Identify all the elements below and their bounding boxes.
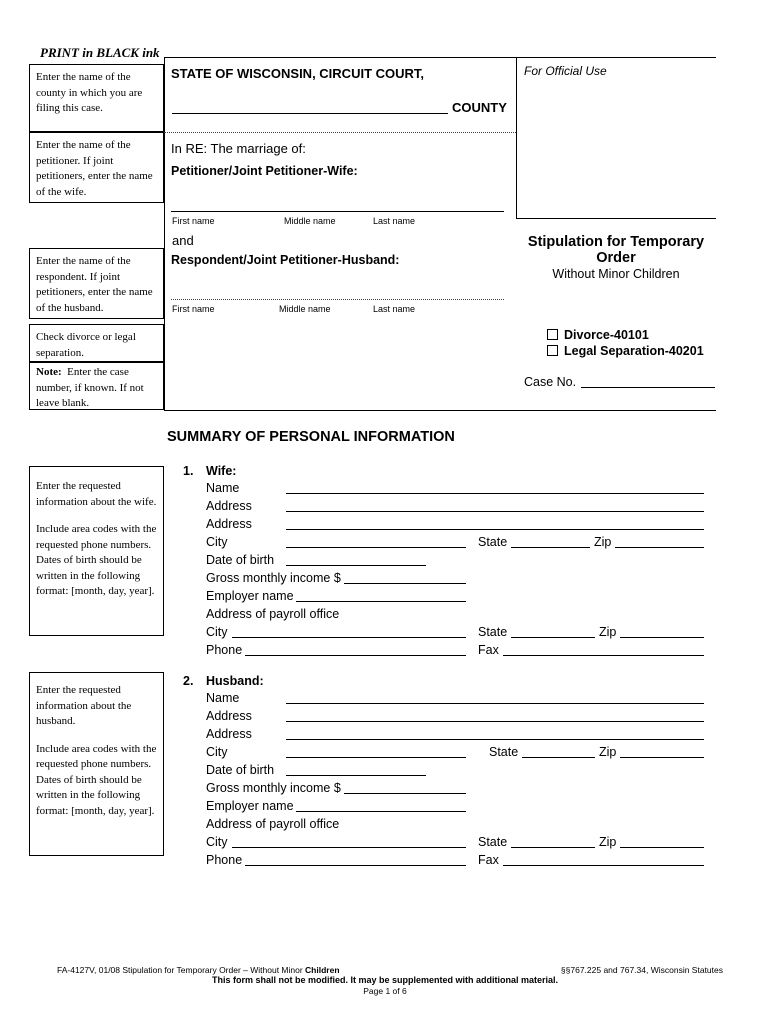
form-subtitle: Without Minor Children [552, 267, 680, 281]
husband-fax-field[interactable] [503, 865, 704, 866]
footer-notice: This form shall not be modified. It may be supplemented with additional material. [211, 975, 559, 985]
wife-state-field[interactable] [511, 547, 590, 548]
husband-payroll-state-field[interactable] [511, 847, 595, 848]
instruction-husband-2: Include area codes with the requested phone numbers. Dates of birth should be written in the following format: [month, day, year]. [36, 742, 157, 817]
husband-city-label: City [206, 745, 228, 759]
footer-form-id [57, 965, 340, 975]
county-label: COUNTY [452, 100, 507, 115]
note-label: Note: [36, 366, 62, 378]
wife-city-field[interactable] [286, 547, 466, 548]
instruction-box-check [29, 324, 164, 362]
wife-zip-field[interactable] [615, 547, 704, 548]
husband-employer-field[interactable] [296, 811, 466, 812]
husband-payroll-city-field[interactable] [232, 847, 466, 848]
wife-section-number: 1. [183, 464, 194, 478]
wife-employer-label: Employer name [206, 589, 294, 603]
husband-section-heading: Husband: [206, 674, 264, 688]
wife-address-label-2: Address [206, 517, 252, 531]
husband-phone-field[interactable] [245, 865, 466, 866]
instruction-wife-2: Include area codes with the requested phone numbers. Dates of birth should be written in the following format: [month, day, year]. [36, 523, 157, 597]
court-title: STATE OF WISCONSIN, CIRCUIT COURT, [171, 66, 425, 81]
wife-zip-label: Zip [594, 535, 612, 549]
wife-fax-label: Fax [478, 643, 499, 657]
wife-payroll-state-label: State [478, 625, 508, 639]
legal-separation-label: Legal Separation-40201 [564, 344, 704, 358]
husband-payroll-label: Address of payroll office [206, 817, 340, 831]
wife-name-label: Name [206, 481, 240, 495]
caption-bottom-rule [164, 410, 716, 411]
wife-address-field-2[interactable] [286, 529, 704, 530]
and-text: and [172, 233, 194, 248]
instruction-wife-1: Enter the requested information about the wife. [36, 480, 157, 508]
instruction-box-petitioner [29, 132, 164, 203]
form-title: Stipulation for Temporary Order [527, 234, 705, 266]
husband-name-label: Name [206, 691, 240, 705]
husband-city-field[interactable] [286, 757, 466, 758]
footer-form-id-bold: Children [305, 965, 340, 975]
footer-form-id-text: FA-4127V, 01/08 Stipulation for Temporary Order – Without Minor [57, 965, 306, 975]
note-text: Enter the case number, if known. If not leave blank. [36, 366, 144, 409]
instruction-note [36, 365, 159, 412]
husband-dob-label: Date of birth [206, 763, 275, 777]
husband-section-number: 2. [183, 674, 194, 688]
wife-payroll-zip-label: Zip [599, 625, 617, 639]
husband-state-label: State [489, 745, 519, 759]
husband-payroll-city-label: City [206, 835, 228, 849]
official-box-bottom [516, 218, 716, 219]
wife-fax-field[interactable] [503, 655, 704, 656]
instruction-county: Enter the name of the county in which you are filing this case. [36, 71, 143, 114]
instruction-box-wife [29, 466, 164, 636]
wife-city-label: City [206, 535, 228, 549]
wife-address-field-1[interactable] [286, 511, 704, 512]
wife-income-label: Gross monthly income $ [206, 571, 341, 585]
husband-address-label-1: Address [206, 709, 252, 723]
instruction-box-note [29, 362, 164, 410]
instruction-box-husband [29, 672, 164, 856]
husband-fax-label: Fax [478, 853, 499, 867]
wife-state-label: State [478, 535, 508, 549]
wife-phone-field[interactable] [245, 655, 466, 656]
husband-income-field[interactable] [344, 793, 466, 794]
respondent-last-name-caption: Last name [373, 304, 416, 314]
instruction-respondent: Enter the name of the respondent. If joint petitioners, enter the name of the husband. [36, 255, 153, 314]
husband-payroll-zip-label: Zip [599, 835, 617, 849]
husband-income-label: Gross monthly income $ [206, 781, 341, 795]
husband-payroll-zip-field[interactable] [620, 847, 704, 848]
print-note: PRINT in BLACK ink [40, 45, 160, 60]
wife-payroll-city-field[interactable] [232, 637, 466, 638]
divorce-label: Divorce-40101 [564, 328, 649, 342]
respondent-first-name-caption: First name [172, 304, 215, 314]
petitioner-middle-name-caption: Middle name [284, 216, 336, 226]
wife-payroll-city-label: City [206, 625, 228, 639]
wife-employer-field[interactable] [296, 601, 466, 602]
husband-dob-field[interactable] [286, 775, 426, 776]
wife-income-field[interactable] [344, 583, 466, 584]
divorce-checkbox[interactable] [547, 329, 558, 340]
official-use-label: For Official Use [524, 64, 607, 78]
wife-address-label-1: Address [206, 499, 252, 513]
respondent-label: Respondent/Joint Petitioner-Husband: [171, 253, 400, 267]
husband-zip-field[interactable] [620, 757, 704, 758]
petitioner-name-field[interactable] [171, 211, 504, 212]
husband-employer-label: Employer name [206, 799, 294, 813]
husband-zip-label: Zip [599, 745, 617, 759]
county-field[interactable] [172, 113, 448, 114]
instruction-box-respondent [29, 248, 164, 319]
respondent-middle-name-caption: Middle name [279, 304, 331, 314]
caption-divider-right [516, 57, 517, 219]
husband-address-label-2: Address [206, 727, 252, 741]
wife-payroll-label: Address of payroll office [206, 607, 340, 621]
husband-state-field[interactable] [522, 757, 595, 758]
wife-section-heading: Wife: [206, 464, 237, 478]
husband-name-field[interactable] [286, 703, 704, 704]
legal-separation-checkbox[interactable] [547, 345, 558, 356]
wife-name-field[interactable] [286, 493, 704, 494]
husband-payroll-state-label: State [478, 835, 508, 849]
caption-divider-left [164, 57, 165, 410]
summary-heading: SUMMARY OF PERSONAL INFORMATION [167, 429, 455, 445]
footer-page-number: Page 1 of 6 [363, 986, 407, 996]
wife-payroll-state-field[interactable] [511, 637, 595, 638]
instruction-check: Check divorce or legal separation. [36, 331, 136, 359]
caption-dotted-separator [164, 132, 516, 133]
wife-phone-label: Phone [206, 643, 243, 657]
husband-phone-label: Phone [206, 853, 243, 867]
husband-address-field-2[interactable] [286, 739, 704, 740]
instruction-petitioner: Enter the name of the petitioner. If joint petitioners, enter the name of the wife. [36, 139, 153, 198]
caption-top-rule [164, 57, 716, 58]
instruction-box-county [29, 64, 164, 132]
in-re-text: In RE: The marriage of: [171, 141, 306, 156]
husband-address-field-1[interactable] [286, 721, 704, 722]
case-number-label: Case No. [524, 375, 577, 389]
respondent-name-field[interactable] [171, 299, 504, 300]
petitioner-label: Petitioner/Joint Petitioner-Wife: [171, 164, 358, 178]
wife-payroll-zip-field[interactable] [620, 637, 704, 638]
instruction-husband-1: Enter the requested information about the husband. [36, 684, 132, 727]
petitioner-first-name-caption: First name [172, 216, 215, 226]
case-number-field[interactable] [581, 387, 715, 388]
petitioner-last-name-caption: Last name [373, 216, 416, 226]
wife-dob-field[interactable] [286, 565, 426, 566]
footer-statutes: §§767.225 and 767.34, Wisconsin Statutes [560, 965, 723, 975]
wife-dob-label: Date of birth [206, 553, 275, 567]
